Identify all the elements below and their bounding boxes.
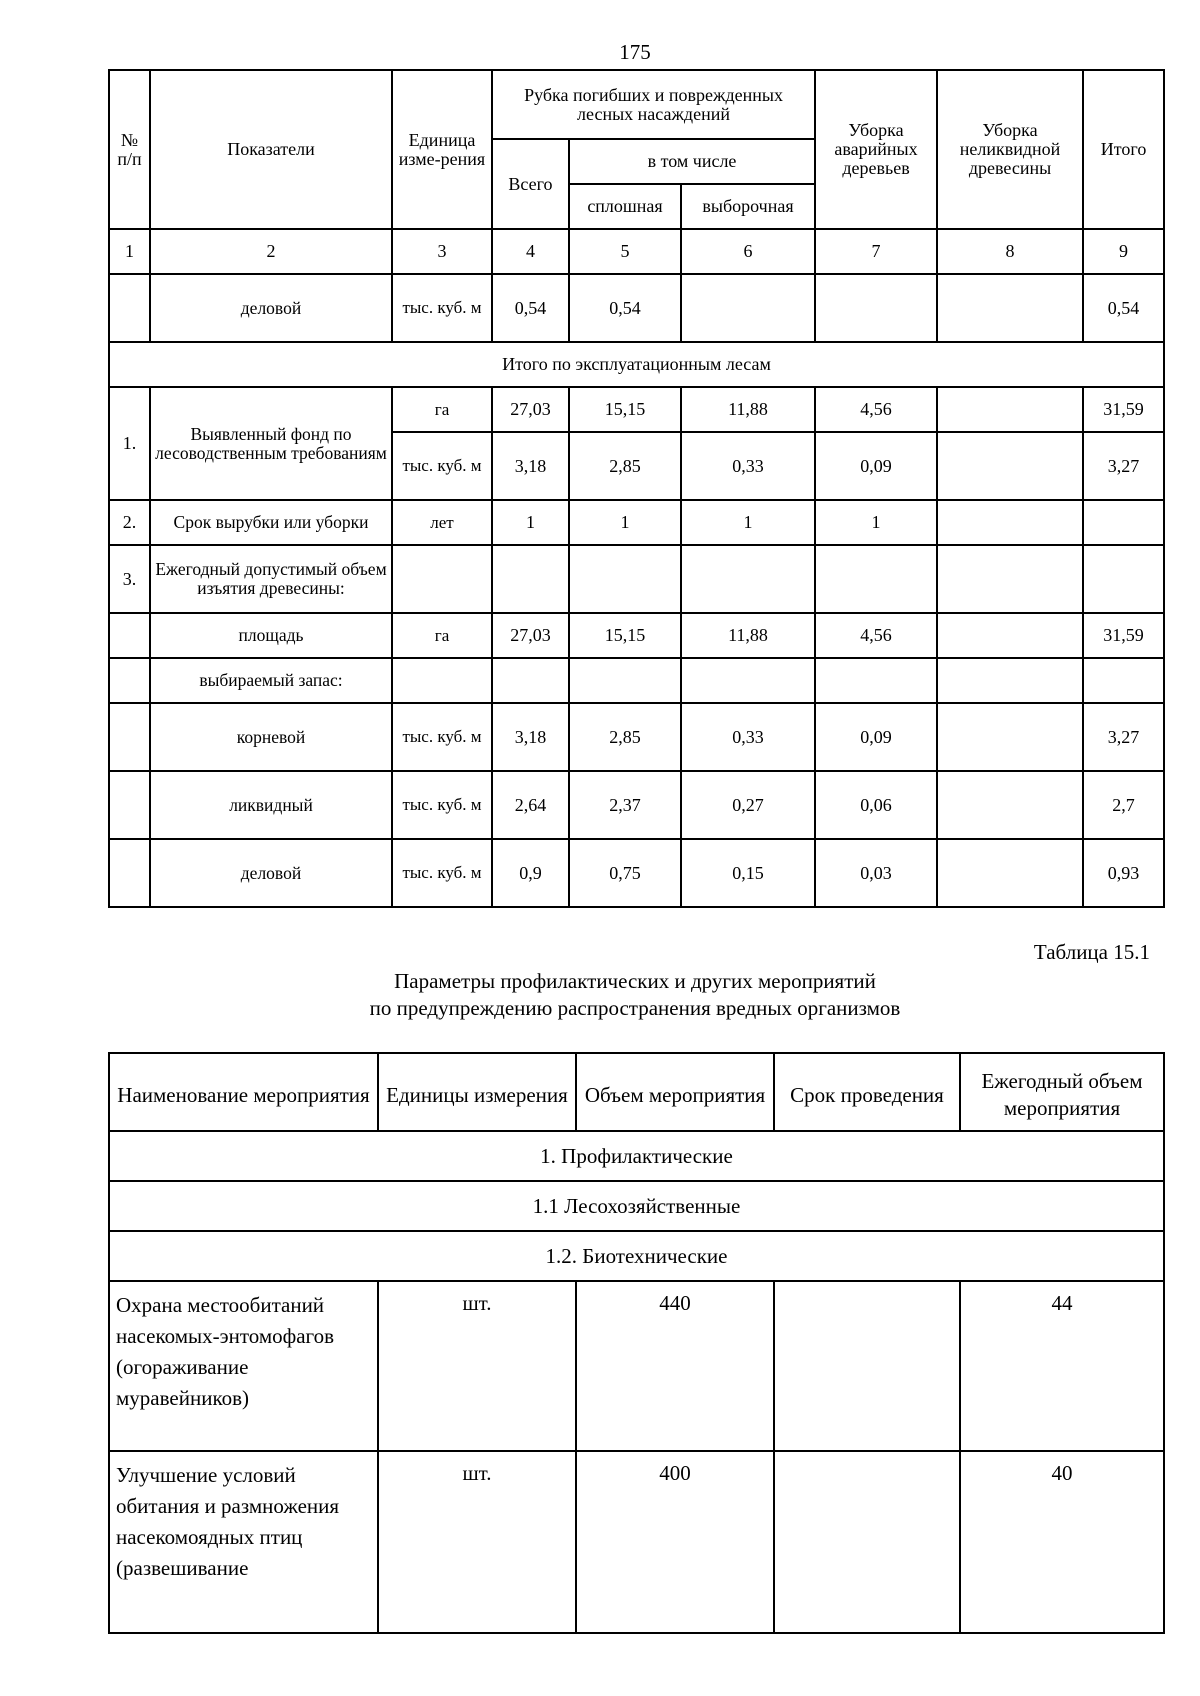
table-title-line: по предупреждению распространения вредных организмов xyxy=(369,996,901,1020)
cell-empty xyxy=(815,658,937,703)
cell-empty xyxy=(569,545,681,613)
cell-empty xyxy=(681,545,815,613)
cell-value: 0,15 xyxy=(681,839,815,907)
cell-num xyxy=(109,613,150,658)
cell-value: 2,7 xyxy=(1083,771,1164,839)
cell-value xyxy=(937,387,1083,432)
cell-value: 4,56 xyxy=(815,387,937,432)
cell-empty xyxy=(392,545,492,613)
cell-value: 0,33 xyxy=(681,703,815,771)
cell-num xyxy=(109,703,150,771)
cell-value xyxy=(681,274,815,342)
cell-value: 1 xyxy=(815,500,937,545)
cell-value: 0,09 xyxy=(815,703,937,771)
table-title xyxy=(0,968,1200,1022)
cell-value: 3,18 xyxy=(492,432,569,500)
header-term: Срок проведения xyxy=(774,1053,960,1131)
table-row xyxy=(109,1281,1164,1451)
cell-value: 27,03 xyxy=(492,613,569,658)
row-label: площадь xyxy=(150,613,392,658)
cell-value: 1 xyxy=(492,500,569,545)
cell-empty xyxy=(492,545,569,613)
row-unit: лет xyxy=(392,500,492,545)
cell-value: 3,27 xyxy=(1083,703,1164,771)
header-indicator: Показатели xyxy=(150,70,392,229)
row-unit: тыс. куб. м xyxy=(392,771,492,839)
row-label: корневой xyxy=(150,703,392,771)
cell-value: 15,15 xyxy=(569,387,681,432)
table-row xyxy=(109,387,1164,432)
cell-value: 0,9 xyxy=(492,839,569,907)
header-felling: Рубка погибших и поврежденных лесных насаждений xyxy=(492,70,815,139)
measure-name: Охрана местообитаний насекомых-энтомофагов (огораживание муравейников) xyxy=(109,1281,378,1451)
row-unit: га xyxy=(392,613,492,658)
cell-value xyxy=(937,432,1083,500)
table-row xyxy=(109,545,1164,613)
col-number: 6 xyxy=(681,229,815,274)
table-title-line: Параметры профилактических и других мероприятий xyxy=(394,969,876,993)
cell-value: 3,27 xyxy=(1083,432,1164,500)
row-unit: тыс. куб. м xyxy=(392,703,492,771)
table-row xyxy=(109,839,1164,907)
row-label: деловой xyxy=(150,274,392,342)
cell-value: 11,88 xyxy=(681,387,815,432)
row-unit: тыс. куб. м xyxy=(392,274,492,342)
section-heading: 1.2. Биотехнические xyxy=(109,1231,1164,1281)
table-caption: Таблица 15.1 xyxy=(1033,940,1150,964)
cell-value xyxy=(937,703,1083,771)
cell-value: 27,03 xyxy=(492,387,569,432)
section-title: Итого по эксплуатационным лесам xyxy=(109,342,1164,387)
cell-value: 1 xyxy=(569,500,681,545)
cell-value: 31,59 xyxy=(1083,613,1164,658)
cell-value: 11,88 xyxy=(681,613,815,658)
cell-num xyxy=(109,274,150,342)
header-num: № п/п xyxy=(109,70,150,229)
cell-value: 2,85 xyxy=(569,432,681,500)
header-unit: Единицы измерения xyxy=(378,1053,576,1131)
header-annual: Ежегодный объем мероприятия xyxy=(960,1053,1164,1131)
row-label: Срок вырубки или уборки xyxy=(150,500,392,545)
cell-value xyxy=(1083,500,1164,545)
cell-value: 0,93 xyxy=(1083,839,1164,907)
felling-parameters-table xyxy=(108,69,1165,908)
cell-empty xyxy=(681,658,815,703)
cell-value: 0,54 xyxy=(492,274,569,342)
cell-value: 0,09 xyxy=(815,432,937,500)
table-row xyxy=(109,500,1164,545)
section-heading: 1.1 Лесохозяйственные xyxy=(109,1181,1164,1231)
cell-value: 3,18 xyxy=(492,703,569,771)
table-row xyxy=(109,658,1164,703)
cell-value: 4,56 xyxy=(815,613,937,658)
cell-value: 1 xyxy=(681,500,815,545)
cell-value: 31,59 xyxy=(1083,387,1164,432)
header-including: в том числе xyxy=(569,139,815,184)
cell-value xyxy=(937,500,1083,545)
table-row xyxy=(109,1451,1164,1633)
cell-value: 0,54 xyxy=(569,274,681,342)
col-number: 8 xyxy=(937,229,1083,274)
cell-empty xyxy=(1083,658,1164,703)
measure-unit: шт. xyxy=(378,1281,576,1451)
cell-value: 0,06 xyxy=(815,771,937,839)
measure-annual: 44 xyxy=(960,1281,1164,1451)
cell-value: 0,27 xyxy=(681,771,815,839)
measure-term xyxy=(774,1281,960,1451)
cell-empty xyxy=(392,658,492,703)
cell-value: 0,33 xyxy=(681,432,815,500)
header-selective: выборочная xyxy=(681,184,815,229)
header-total-all: Всего xyxy=(492,139,569,229)
row-num: 2. xyxy=(109,500,150,545)
cell-empty xyxy=(492,658,569,703)
cell-value: 0,75 xyxy=(569,839,681,907)
cell-num xyxy=(109,658,150,703)
cell-value: 2,64 xyxy=(492,771,569,839)
header-unit: Единица изме-рения xyxy=(392,70,492,229)
header-illiquid: Уборка неликвидной древесины xyxy=(937,70,1083,229)
page-number: 175 xyxy=(619,40,651,64)
cell-value xyxy=(815,274,937,342)
column-numbers-row xyxy=(109,229,1164,274)
table-row xyxy=(109,703,1164,771)
section-heading: 1. Профилактические xyxy=(109,1131,1164,1181)
cell-value: 2,37 xyxy=(569,771,681,839)
row-label: Выявленный фонд по лесоводственным требованиям xyxy=(150,387,392,500)
measure-volume: 400 xyxy=(576,1451,774,1633)
measure-term xyxy=(774,1451,960,1633)
table-row xyxy=(109,771,1164,839)
cell-empty xyxy=(937,545,1083,613)
measure-annual: 40 xyxy=(960,1451,1164,1633)
cell-value: 15,15 xyxy=(569,613,681,658)
measure-name: Улучшение условий обитания и размножения насекомоядных птиц (развешивание xyxy=(109,1451,378,1633)
col-number: 7 xyxy=(815,229,937,274)
header-volume: Объем мероприятия xyxy=(576,1053,774,1131)
row-unit: тыс. куб. м xyxy=(392,839,492,907)
row-num: 1. xyxy=(109,387,150,500)
cell-value xyxy=(937,274,1083,342)
cell-num xyxy=(109,771,150,839)
col-number: 1 xyxy=(109,229,150,274)
col-number: 5 xyxy=(569,229,681,274)
col-number: 3 xyxy=(392,229,492,274)
cell-value xyxy=(937,839,1083,907)
cell-empty xyxy=(815,545,937,613)
measure-volume: 440 xyxy=(576,1281,774,1451)
cell-value: 0,54 xyxy=(1083,274,1164,342)
col-number: 4 xyxy=(492,229,569,274)
pest-prevention-table xyxy=(108,1052,1165,1634)
cell-value: 2,85 xyxy=(569,703,681,771)
col-number: 9 xyxy=(1083,229,1164,274)
cell-value xyxy=(937,771,1083,839)
measure-unit: шт. xyxy=(378,1451,576,1633)
cell-value: 0,03 xyxy=(815,839,937,907)
cell-value xyxy=(937,613,1083,658)
cell-empty xyxy=(937,658,1083,703)
header-total: Итого xyxy=(1083,70,1164,229)
row-label: выбираемый запас: xyxy=(150,658,392,703)
header-emergency: Уборка аварийных деревьев xyxy=(815,70,937,229)
cell-empty xyxy=(1083,545,1164,613)
header-name: Наименование мероприятия xyxy=(109,1053,378,1131)
table-row xyxy=(109,613,1164,658)
row-label: Ежегодный допустимый объем изъятия древесины: xyxy=(150,545,392,613)
cell-num xyxy=(109,839,150,907)
row-unit: тыс. куб. м xyxy=(392,432,492,500)
row-unit: га xyxy=(392,387,492,432)
cell-empty xyxy=(569,658,681,703)
col-number: 2 xyxy=(150,229,392,274)
header-clear: сплошная xyxy=(569,184,681,229)
table-row xyxy=(109,274,1164,342)
row-label: ликвидный xyxy=(150,771,392,839)
row-label: деловой xyxy=(150,839,392,907)
row-num: 3. xyxy=(109,545,150,613)
